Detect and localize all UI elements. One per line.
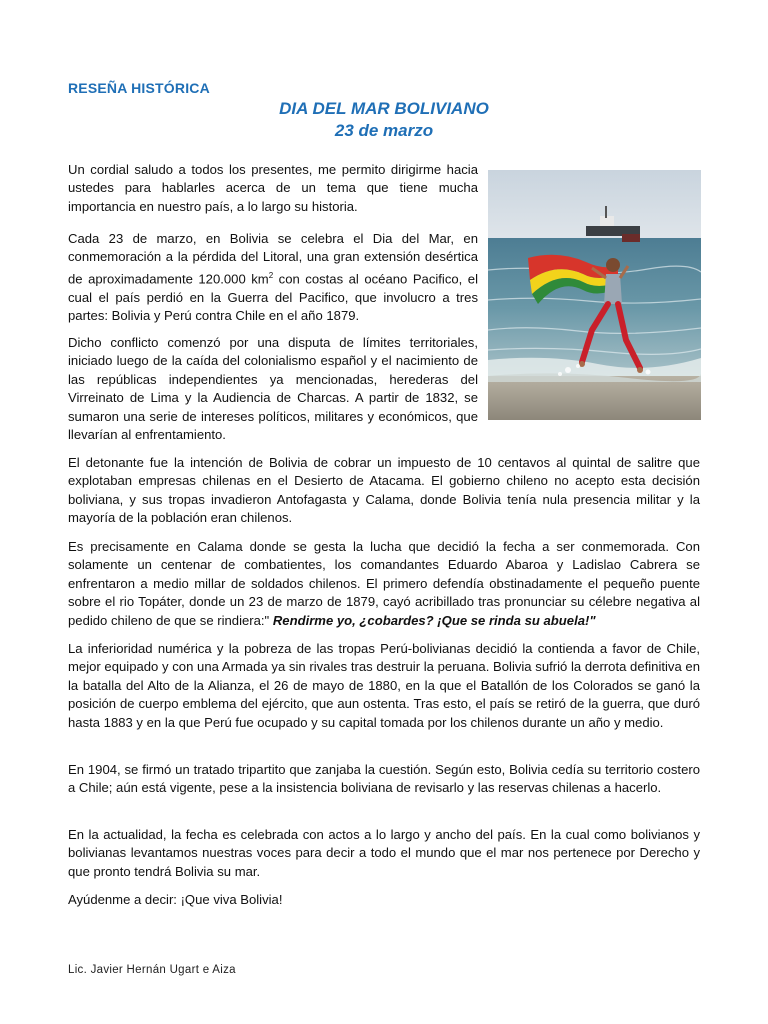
paragraph-greeting: Un cordial saludo a todos los presentes, me permito dirigirme hacia ustedes para hablarles acerca de un tema que tiene mucha importancia en nuestro país, a lo largo su historia. [68, 162, 478, 214]
paragraph-detonante: El detonante fue la intención de Bolivia de cobrar un impuesto de 10 centavos al quintal de salitre que explotaban empresas chilenas en el Desierto de Atacama. El gobierno chileno no acepto esta decisión boliviana, y sus tropas invadieron Antofagasta y Calama, donde Bolivia tenía nula presencia militar y la mayoría de la población eran chilenos. [68, 455, 700, 526]
paragraph-calama-text: Es precisamente en Calama donde se gesta la lucha que decidió la fecha a ser conmemorada. Con solamente un centenar de combatientes, los comandantes Eduardo Abaroa y Ladislao Cabrera se enfrentaron a medio millar de soldados chilenos. El primero defendía obstinadamente el pequeño puente sobre el rio Topáter, donde un 23 de marzo de 1879, cayó acribillado tras pronunciar su célebre negativa al pedido chileno de que se rindiera:" [68, 539, 700, 628]
photo-girl-with-bolivian-flag [488, 170, 701, 420]
paragraph-conflict-origin: Dicho conflicto comenzó por una disputa de límites territoriales, iniciado luego de la caída del colonialismo español y el nacimiento de las repúblicas independientes ya mencionadas, herederas del Virreinato de Lima y la Audiencia de Charcas. A partir de 1832, se sumaron una serie de intereses políticos, militares y económicos, que llevarían al enfrentamiento. [68, 335, 478, 443]
paragraph-dia-del-mar [68, 230, 478, 325]
paragraph-treaty: En 1904, se firmó un tratado tripartito que zanjaba la cuestión. Según esto, Bolivia cedía su territorio costero a Chile; aún está vigente, pese a la insistencia boliviana de revisarlo y las reservas chilenas a hacerlo. [68, 762, 700, 796]
paragraph-dia-del-mar-text: Cada 23 de marzo, en Bolivia se celebra el Dia del Mar, en conmemoración a la pérdida del Litoral, una gran extensión desértica de aproximadamente 120.000 km [68, 231, 478, 287]
abaroa-quote: Rendirme yo, ¿cobardes? ¡Que se rinda su abuela!" [272, 612, 596, 628]
paragraph-dia-del-mar-text-2: con costas al océano Pacifico, el cual el país perdió en la Guerra del Pacifico, que involucro a tres partes: Bolivia y Perú contra Chile en el año 1879. [68, 271, 479, 323]
paragraph-calama [68, 538, 700, 630]
section-label: RESEÑA HISTÓRICA [68, 80, 210, 96]
paragraph-today: En la actualidad, la fecha es celebrada con actos a lo largo y ancho del país. En la cual como bolivianos y bolivianas levantamos nuestras voces para decir a todo el mundo que el mar nos pertenece por Derecho y que pronto tendrá Bolivia su mar. [68, 827, 700, 879]
document-date: 23 de marzo [334, 121, 434, 140]
paragraph-defeat: La inferioridad numérica y la pobreza de las tropas Perú-bolivianas decidió la contienda a favor de Chile, mejor equipado y con una Armada ya sin rivales tras destruir la peruana. Bolivia sufrió la derrota definitiva en la batalla del Alto de la Alianza, el 26 de mayo de 1880, en la que el Batallón de los Colorados se ganó la posición de cuerpo emblema del ejército, que aun ostenta. Tras esto, el país se retiró de la guerra, que duró hasta 1883 y en la que Perú fue ocupado y su capital tomada por los chilenos durante un año y medio. [68, 641, 700, 730]
beach-photo-illustration [488, 170, 701, 420]
author-signature: Lic. Javier Hernán Ugart e Aiza [68, 964, 236, 976]
document-title: DIA DEL MAR BOLIVIANO [279, 99, 489, 118]
paragraph-closing: Ayúdenme a decir: ¡Que viva Bolivia! [68, 892, 283, 907]
superscript-2: 2 [268, 270, 274, 280]
